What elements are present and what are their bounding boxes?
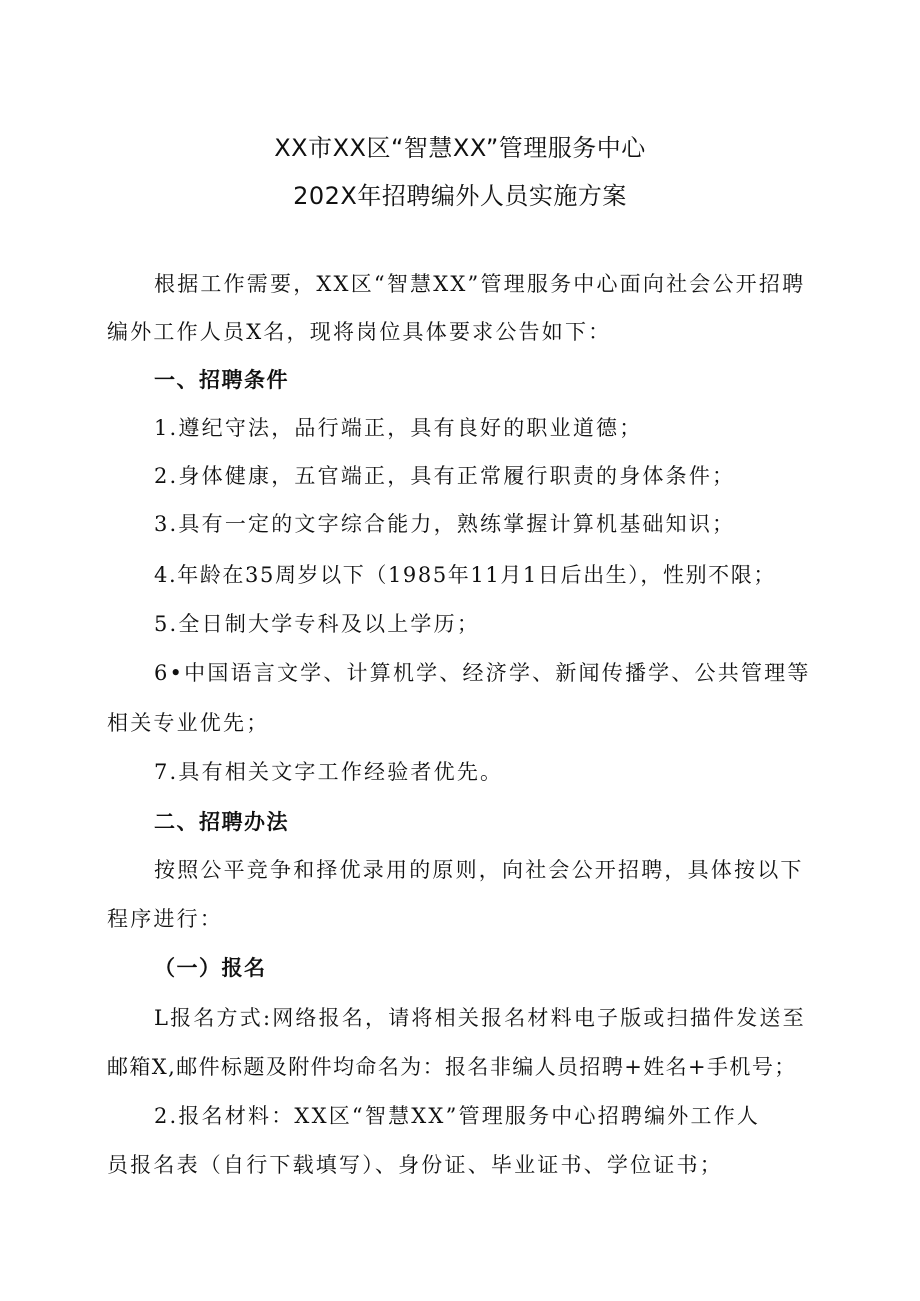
- methods-paragraph-line-2: 程序进行：: [107, 907, 223, 931]
- document-title-line-2: 202X年招聘编外人员实施方案: [293, 182, 627, 210]
- condition-item-6-line-2: 相关专业优先；: [107, 711, 270, 735]
- registration-item-2-line-2: 员报名表（自行下载填写）、身份证、毕业证书、学位证书；: [107, 1153, 723, 1177]
- registration-item-1-line-2: 邮箱X,邮件标题及附件均命名为：报名非编人员招聘+姓名+手机号；: [107, 1055, 797, 1079]
- intro-paragraph-line-1: 根据工作需要，XX区“智慧XX”管理服务中心面向社会公开招聘: [154, 272, 806, 296]
- section-heading-recruitment-conditions: 一、招聘条件: [154, 368, 289, 392]
- registration-item-2-line-1: 2.报名材料：XX区“智慧XX”管理服务中心招聘编外工作人: [154, 1104, 761, 1128]
- condition-item-5: 5.全日制大学专科及以上学历；: [154, 612, 481, 636]
- condition-item-3: 3.具有一定的文字综合能力，熟练掌握计算机基础知识；: [154, 512, 736, 536]
- intro-paragraph-line-2: 编外工作人员X名，现将岗位具体要求公告如下：: [107, 320, 612, 344]
- document-title-line-1: XX市XX区“智慧XX”管理服务中心: [274, 134, 646, 162]
- methods-paragraph-line-1: 按照公平竞争和择优录用的原则，向社会公开招聘，具体按以下: [154, 858, 804, 882]
- registration-item-1-line-1: L报名方式:网络报名，请将相关报名材料电子版或扫描件发送至: [154, 1006, 806, 1030]
- condition-item-1: 1.遵纪守法，品行端正，具有良好的职业道德；: [154, 416, 643, 440]
- sub-heading-registration: （一）报名: [154, 956, 267, 980]
- condition-item-4: 4.年龄在35周岁以下（1985年11月1日后出生），性别不限；: [154, 563, 776, 587]
- condition-item-6-line-1: 6•中国语言文学、计算机学、经济学、新闻传播学、公共管理等: [154, 661, 811, 685]
- condition-item-7: 7.具有相关文字工作经验者优先。: [154, 760, 504, 784]
- section-heading-recruitment-methods: 二、招聘办法: [154, 810, 289, 834]
- condition-item-2: 2.身体健康，五官端正，具有正常履行职责的身体条件；: [154, 464, 736, 488]
